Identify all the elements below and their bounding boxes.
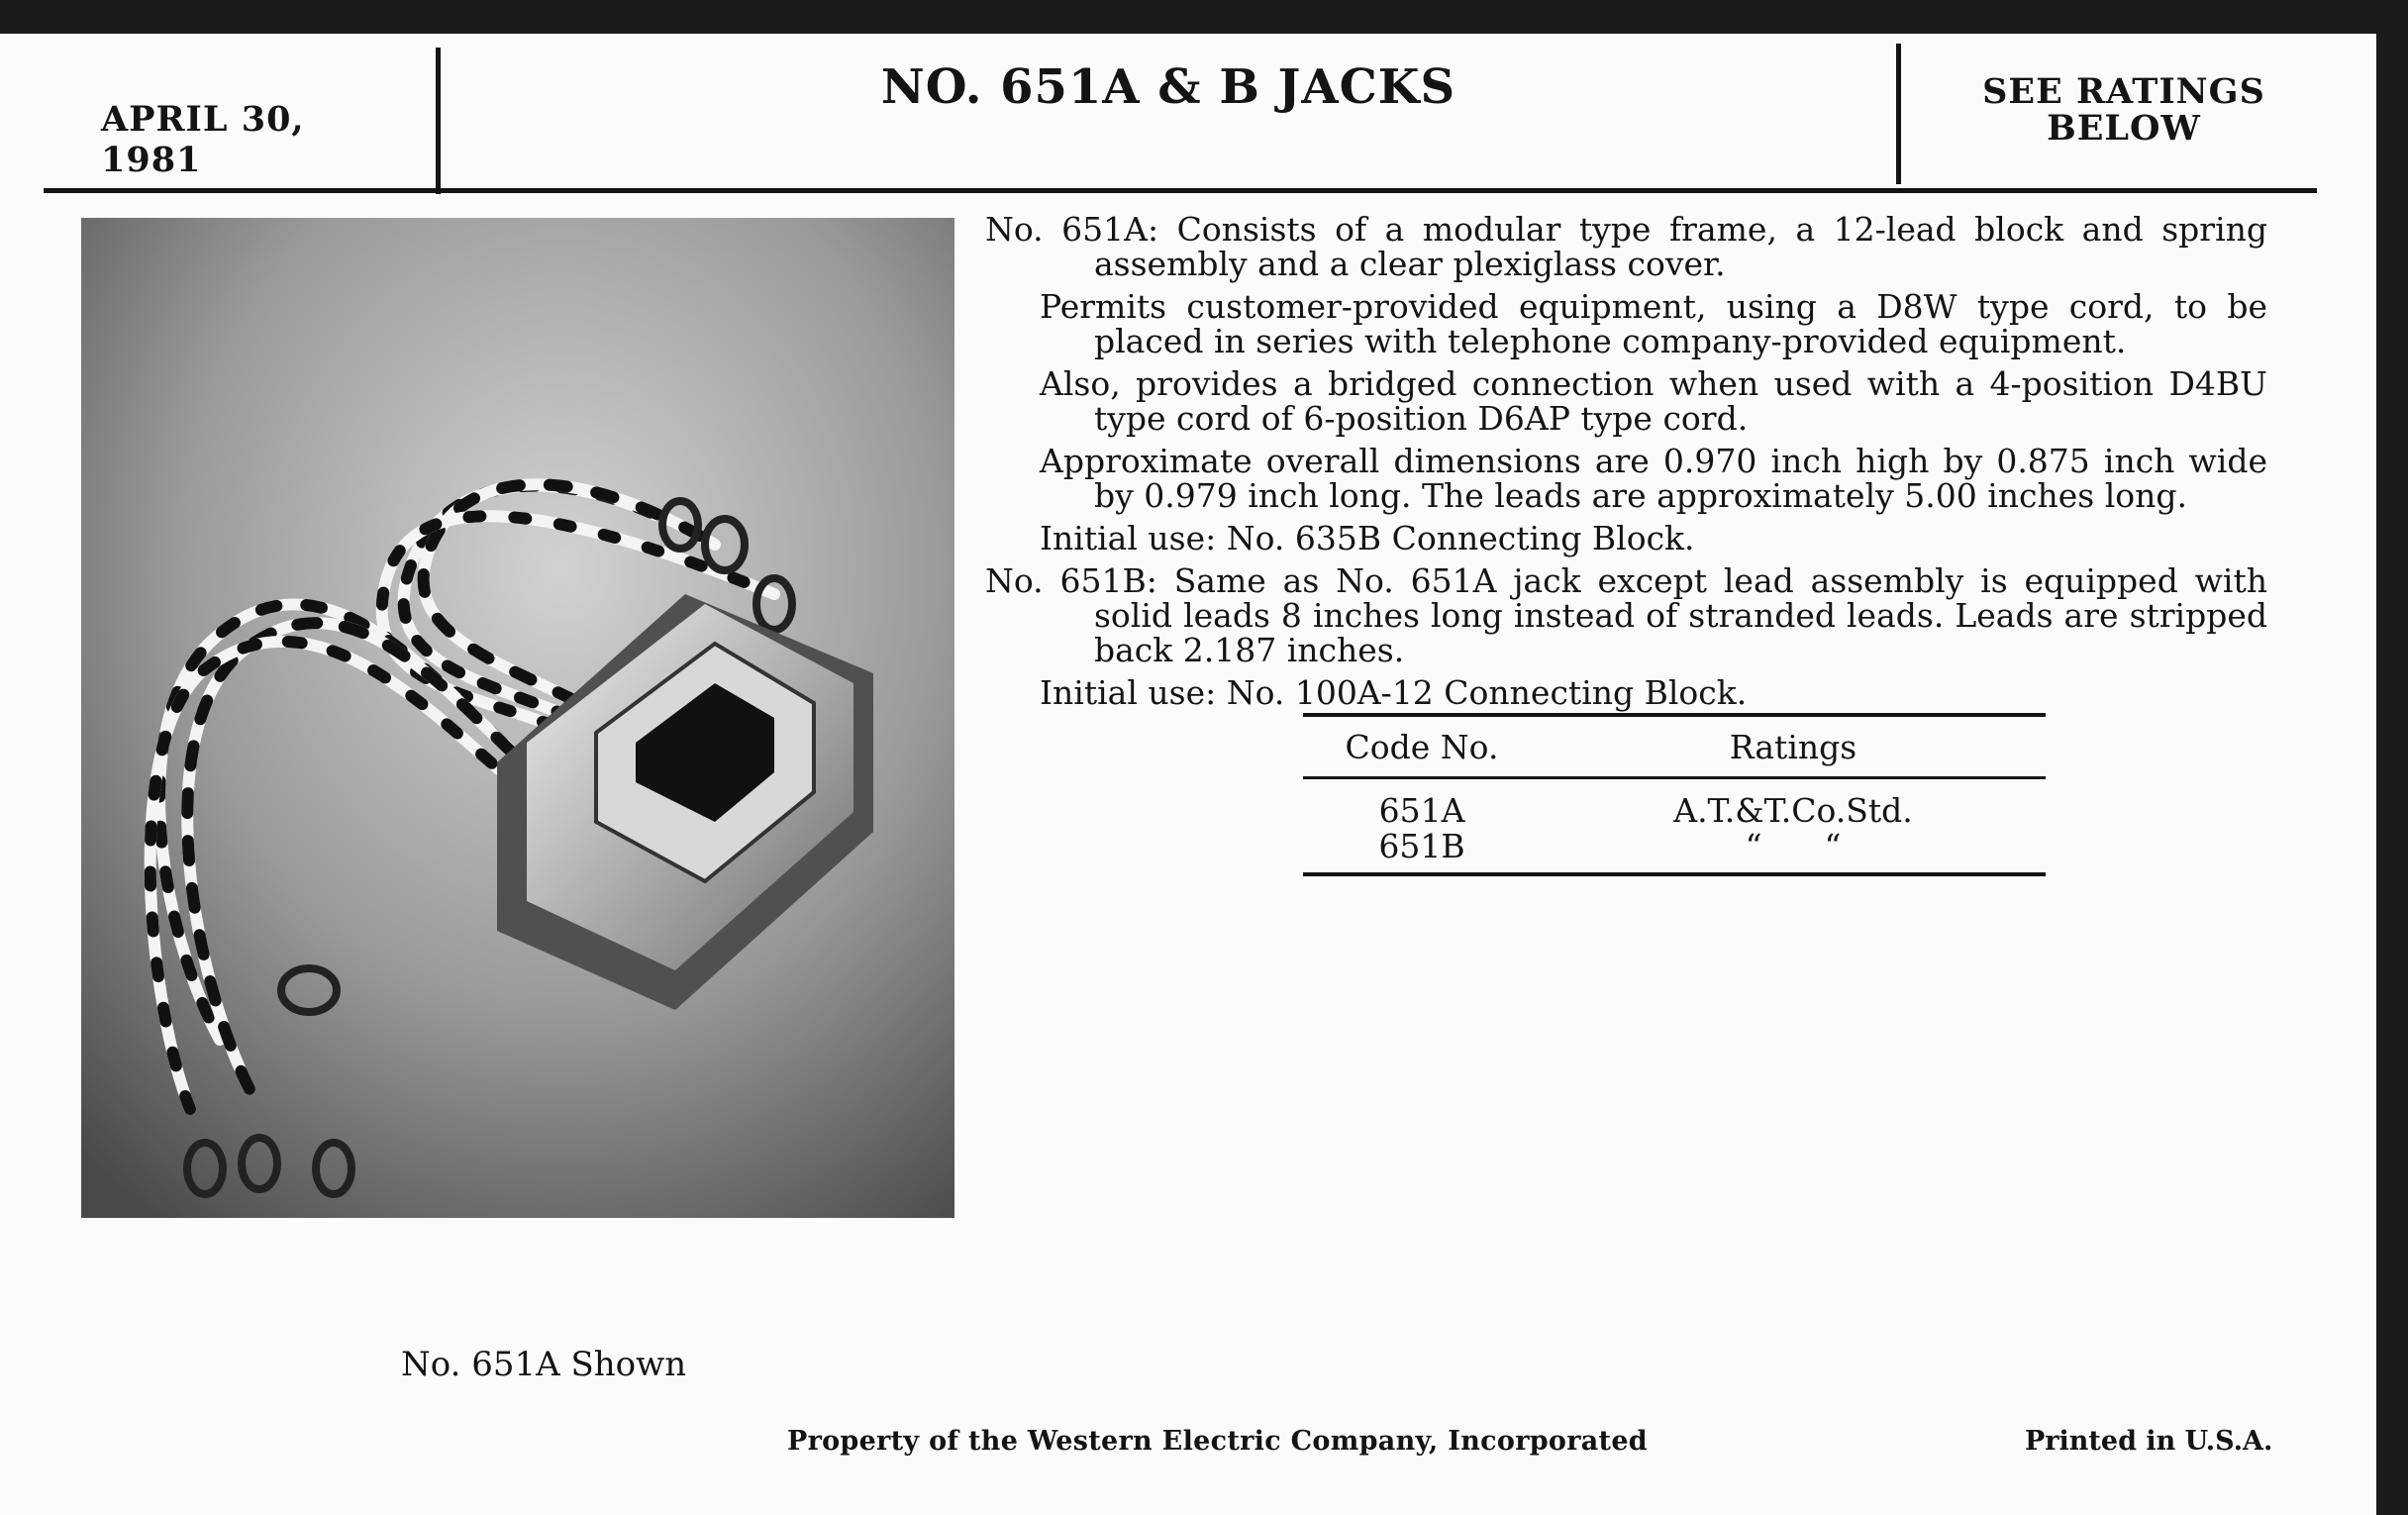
rating-cell: A.T.&T.Co.Std. <box>1673 791 1913 830</box>
ratings-table <box>1303 713 2046 876</box>
column-header-code: Code No. <box>1345 727 1499 766</box>
table-row <box>1303 829 2046 864</box>
ratings-note-line2: BELOW <box>2047 108 2201 149</box>
rating-cell: “ “ <box>1745 827 1842 865</box>
code-cell: 651B <box>1378 827 1465 865</box>
table-header-row <box>1303 717 2046 776</box>
issue-date: APRIL 30, 1981 <box>101 99 305 180</box>
paragraph-dimensions: Approximate overall dimensions are 0.970 inch high by 0.875 inch wide by 0.979 inch long. The leads are approximately 5.00 inches long. <box>1040 442 2267 515</box>
photo-caption: No. 651A Shown <box>401 1345 687 1384</box>
column-header-ratings: Ratings <box>1729 727 1857 766</box>
paragraph-651a: No. 651A: Consists of a modular type frame, a 12-lead block and spring assembly and a clear plexiglass cover. <box>985 210 2267 283</box>
header-rule <box>44 188 2317 193</box>
paragraph-initial-use-b: Initial use: No. 100A-12 Connecting Block. <box>1040 673 1748 712</box>
code-cell: 651A <box>1378 791 1465 830</box>
ratings-note <box>1921 73 2327 147</box>
page-title: NO. 651A & B JACKS <box>880 59 1456 115</box>
description <box>985 212 2267 718</box>
table-body <box>1303 779 2046 872</box>
ratings-note-line1: SEE RATINGS <box>1982 71 2265 112</box>
property-notice: Property of the Western Electric Company, Incorporated <box>787 1426 1648 1457</box>
jack-photograph <box>81 218 954 1218</box>
paragraph-651b: No. 651B: Same as No. 651A jack except lead assembly is equipped with solid leads 8 inches long instead of stranded leads. Leads are stripped back 2.187 inches. <box>985 561 2267 669</box>
printed-notice: Printed in U.S.A. <box>2025 1426 2273 1457</box>
table-row <box>1303 793 2046 829</box>
table-bottom-rule <box>1303 872 2046 876</box>
paragraph-permits: Permits customer-provided equipment, using a D8W type cord, to be placed in series with telephone company-provided equipment. <box>1040 287 2267 360</box>
paragraph-bridged: Also, provides a bridged connection when used with a 4-position D4BU type cord of 6-position D6AP type cord. <box>1040 364 2267 438</box>
page-edge <box>2376 0 2408 1515</box>
header-divider-right <box>1896 44 1901 184</box>
paragraph-initial-use-a: Initial use: No. 635B Connecting Block. <box>1040 519 1695 557</box>
